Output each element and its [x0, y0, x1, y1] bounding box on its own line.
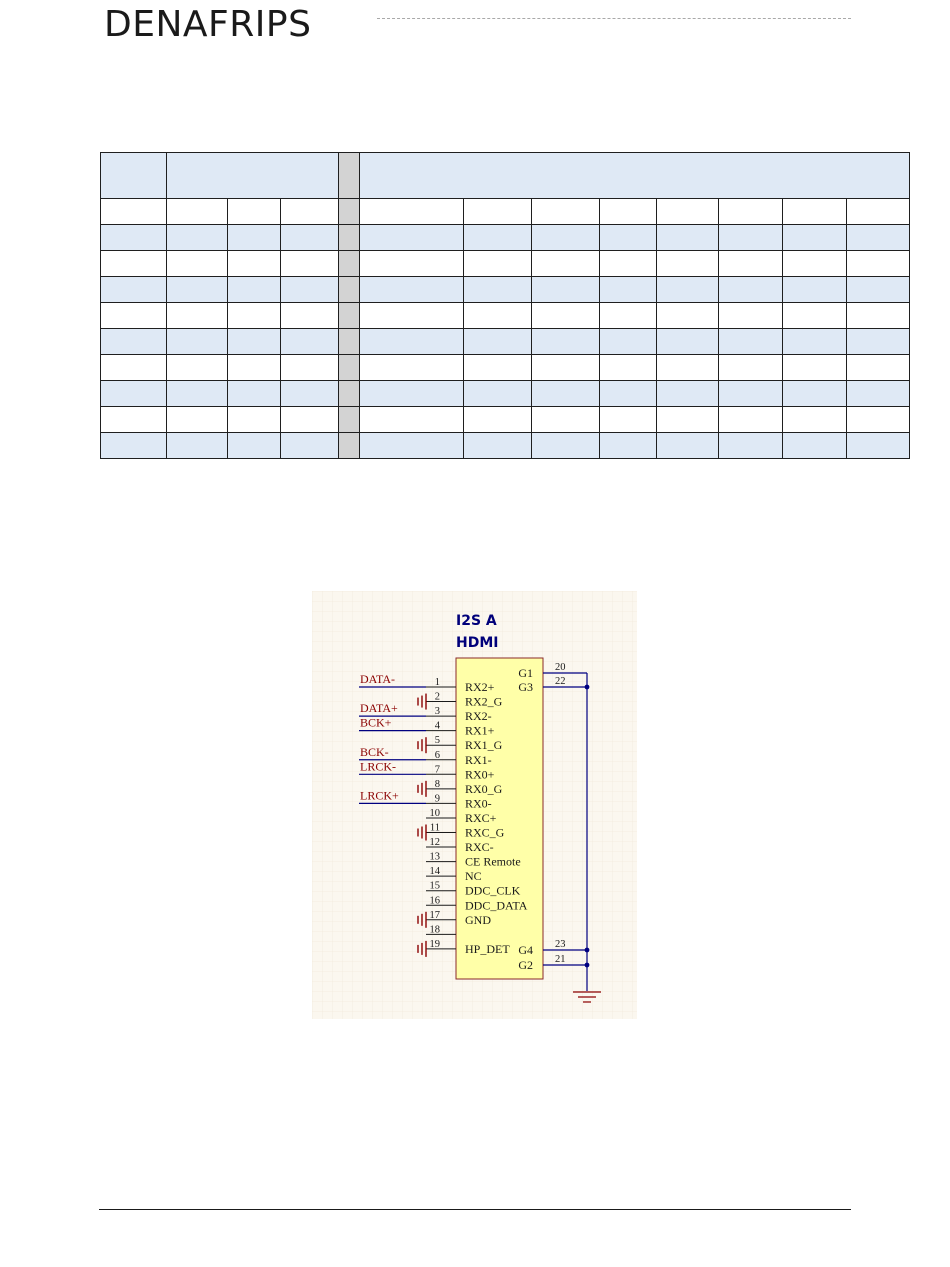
- separator-cell: [339, 199, 360, 225]
- denafrips-logo: [104, 0, 364, 40]
- table-cell: [600, 329, 657, 355]
- pin-label: RX2_G: [465, 694, 503, 709]
- table-cell: [281, 303, 339, 329]
- table-cell: [783, 199, 847, 225]
- table-cell: [281, 381, 339, 407]
- table-row: [101, 251, 910, 277]
- pin-number: 15: [429, 880, 440, 892]
- table-cell: [532, 277, 600, 303]
- table-cell: [847, 381, 910, 407]
- table-cell: [847, 225, 910, 251]
- pin-number: 10: [429, 807, 440, 819]
- table-row: [101, 199, 910, 225]
- table-cell: [360, 381, 464, 407]
- table-cell: [847, 433, 910, 459]
- table-cell: [657, 407, 719, 433]
- pin-number: 4: [434, 720, 440, 732]
- header-divider: [377, 18, 851, 19]
- table-cell: [464, 433, 532, 459]
- pin-label: CE Remote: [465, 854, 521, 869]
- table-cell: [167, 199, 228, 225]
- table-cell: [847, 251, 910, 277]
- separator-cell: [339, 153, 360, 199]
- pin-label: DDC_DATA: [465, 898, 528, 913]
- table-row: [101, 407, 910, 433]
- table-cell: [657, 199, 719, 225]
- table-cell: [464, 303, 532, 329]
- table-cell: [464, 329, 532, 355]
- table-cell: [719, 407, 783, 433]
- table-cell: [101, 381, 167, 407]
- table-cell: [167, 329, 228, 355]
- table-cell: [464, 225, 532, 251]
- table-cell: [532, 329, 600, 355]
- table-cell: [281, 329, 339, 355]
- table-cell: [360, 329, 464, 355]
- pin-number: 5: [434, 735, 440, 747]
- table-cell: [360, 407, 464, 433]
- table-row: [101, 355, 910, 381]
- pin-number: 21: [555, 954, 566, 965]
- pin-number: 1: [434, 677, 440, 688]
- table-cell: [719, 381, 783, 407]
- table-cell: [360, 277, 464, 303]
- table-cell: [228, 407, 281, 433]
- table-cell: [719, 329, 783, 355]
- pin-number: 14: [429, 866, 440, 878]
- pin-number: 6: [434, 749, 440, 761]
- table-cell: [783, 329, 847, 355]
- table-cell: [167, 303, 228, 329]
- table-cell: [281, 199, 339, 225]
- table-cell: [101, 407, 167, 433]
- table-cell: [719, 225, 783, 251]
- pin-number: 11: [429, 822, 440, 834]
- table-cell: [600, 381, 657, 407]
- pin-number: 18: [429, 924, 440, 936]
- table-cell: [101, 199, 167, 225]
- table-cell: [657, 329, 719, 355]
- table-cell: [228, 381, 281, 407]
- pin-number: 23: [555, 939, 566, 950]
- table-cell: [719, 355, 783, 381]
- table-cell: [600, 199, 657, 225]
- separator-cell: [339, 433, 360, 459]
- table-cell: [228, 355, 281, 381]
- table-cell: [657, 225, 719, 251]
- logo-text: DENAFRIPS: [104, 4, 312, 40]
- pin-number: 3: [434, 706, 440, 718]
- table-cell: [532, 355, 600, 381]
- table-cell: [101, 251, 167, 277]
- table-cell: [657, 433, 719, 459]
- table-cell: [532, 251, 600, 277]
- table-cell: [101, 433, 167, 459]
- table-cell: [532, 407, 600, 433]
- pin-label: G1: [518, 666, 533, 680]
- separator-cell: [339, 329, 360, 355]
- table-cell: [281, 407, 339, 433]
- pin-label: RX1_G: [465, 738, 503, 753]
- pin-number: 2: [434, 691, 440, 703]
- pin-number: 19: [429, 938, 440, 950]
- separator-cell: [339, 225, 360, 251]
- pin-number: 16: [429, 895, 440, 907]
- table-cell: [532, 199, 600, 225]
- table-cell: [719, 251, 783, 277]
- table-cell: [600, 277, 657, 303]
- table-cell: [719, 433, 783, 459]
- table-cell: [167, 355, 228, 381]
- table-row: [101, 381, 910, 407]
- table-cell: [228, 277, 281, 303]
- table-cell: [719, 277, 783, 303]
- header-cell: [360, 153, 910, 199]
- table-cell: [783, 251, 847, 277]
- table-cell: [783, 277, 847, 303]
- pin-label: G2: [518, 958, 533, 972]
- footer-divider: [99, 1209, 851, 1210]
- header-cell: [101, 153, 167, 199]
- table-cell: [228, 251, 281, 277]
- table-body: [101, 153, 910, 459]
- table-cell: [532, 433, 600, 459]
- pin-label: RX0+: [465, 767, 495, 782]
- table-cell: [464, 407, 532, 433]
- net-label: LRCK+: [360, 788, 399, 803]
- table-cell: [657, 277, 719, 303]
- table-cell: [464, 277, 532, 303]
- table-cell: [167, 433, 228, 459]
- pin-label: DDC_CLK: [465, 883, 521, 898]
- table-cell: [281, 433, 339, 459]
- pin-label: RX2+: [465, 680, 495, 694]
- table-cell: [847, 329, 910, 355]
- pin-number: 8: [434, 778, 440, 790]
- table-cell: [532, 303, 600, 329]
- table-cell: [657, 355, 719, 381]
- table-cell: [600, 355, 657, 381]
- header-cell: [167, 153, 339, 199]
- pin-number: 12: [429, 837, 440, 849]
- table-cell: [783, 225, 847, 251]
- table-cell: [360, 433, 464, 459]
- table-cell: [464, 381, 532, 407]
- separator-cell: [339, 303, 360, 329]
- pin-label: RX1+: [465, 723, 495, 738]
- table-cell: [783, 433, 847, 459]
- table-cell: [464, 251, 532, 277]
- pin-label: NC: [465, 869, 482, 884]
- hdmi-i2s-schematic: [312, 591, 637, 1019]
- pin-number: 17: [429, 909, 440, 921]
- table-cell: [600, 303, 657, 329]
- table-row: [101, 225, 910, 251]
- table-cell: [600, 433, 657, 459]
- table-cell: [101, 303, 167, 329]
- pin-label: HP_DET: [465, 941, 510, 956]
- pin-label: RX0_G: [465, 781, 503, 796]
- table-cell: [281, 355, 339, 381]
- net-label: BCK+: [360, 715, 392, 730]
- pin-number: 7: [434, 764, 440, 776]
- table-cell: [847, 303, 910, 329]
- table-cell: [600, 251, 657, 277]
- table-cell: [600, 407, 657, 433]
- table-cell: [847, 355, 910, 381]
- table-cell: [719, 199, 783, 225]
- separator-cell: [339, 355, 360, 381]
- table-cell: [167, 277, 228, 303]
- pin-label: G4: [518, 943, 533, 957]
- pin-label: RXC-: [465, 840, 494, 855]
- net-label: DATA-: [360, 672, 396, 686]
- table-cell: [228, 329, 281, 355]
- pin-label: RX2-: [465, 709, 492, 724]
- table-cell: [783, 303, 847, 329]
- schematic-title-hdmi: HDMI: [456, 635, 499, 651]
- pin-label: RX0-: [465, 796, 492, 811]
- table-cell: [101, 277, 167, 303]
- net-label: DATA+: [360, 701, 398, 716]
- pin-number: 22: [555, 676, 566, 687]
- separator-cell: [339, 381, 360, 407]
- table-cell: [464, 355, 532, 381]
- pin-label: RX1-: [465, 752, 492, 767]
- table-cell: [167, 407, 228, 433]
- table-cell: [532, 225, 600, 251]
- pin-number: 20: [555, 662, 566, 673]
- table-cell: [464, 199, 532, 225]
- table-cell: [657, 251, 719, 277]
- table-cell: [847, 199, 910, 225]
- table-cell: [847, 407, 910, 433]
- pin-label: RXC+: [465, 810, 497, 825]
- net-label: LRCK-: [360, 759, 396, 774]
- separator-cell: [339, 407, 360, 433]
- separator-cell: [339, 251, 360, 277]
- pin-label: G3: [518, 680, 533, 694]
- table-cell: [657, 381, 719, 407]
- table-cell: [228, 225, 281, 251]
- table-cell: [783, 355, 847, 381]
- table-cell: [360, 251, 464, 277]
- table-row: [101, 303, 910, 329]
- table-cell: [167, 225, 228, 251]
- specification-table: [100, 152, 910, 459]
- table-cell: [228, 433, 281, 459]
- separator-cell: [339, 277, 360, 303]
- table-cell: [360, 199, 464, 225]
- table-cell: [101, 329, 167, 355]
- table-cell: [847, 277, 910, 303]
- schematic-title-i2s: I2S A: [456, 613, 497, 629]
- pin-label: RXC_G: [465, 825, 505, 840]
- table-cell: [360, 303, 464, 329]
- table-cell: [360, 355, 464, 381]
- table-cell: [657, 303, 719, 329]
- table-cell: [281, 277, 339, 303]
- table-cell: [167, 381, 228, 407]
- table-cell: [532, 381, 600, 407]
- table-header-row: [101, 153, 910, 199]
- table-row: [101, 277, 910, 303]
- table-cell: [360, 225, 464, 251]
- table-cell: [101, 225, 167, 251]
- table-cell: [167, 251, 228, 277]
- pin-number: 9: [434, 793, 440, 805]
- table-row: [101, 329, 910, 355]
- pin-label: GND: [465, 912, 491, 927]
- table-cell: [281, 251, 339, 277]
- table-cell: [783, 381, 847, 407]
- table-cell: [600, 225, 657, 251]
- table-cell: [783, 407, 847, 433]
- net-label: BCK-: [360, 744, 389, 759]
- pin-number: 13: [429, 851, 440, 863]
- table-cell: [281, 225, 339, 251]
- table-cell: [228, 303, 281, 329]
- table-cell: [228, 199, 281, 225]
- table-cell: [719, 303, 783, 329]
- table-cell: [101, 355, 167, 381]
- table-row: [101, 433, 910, 459]
